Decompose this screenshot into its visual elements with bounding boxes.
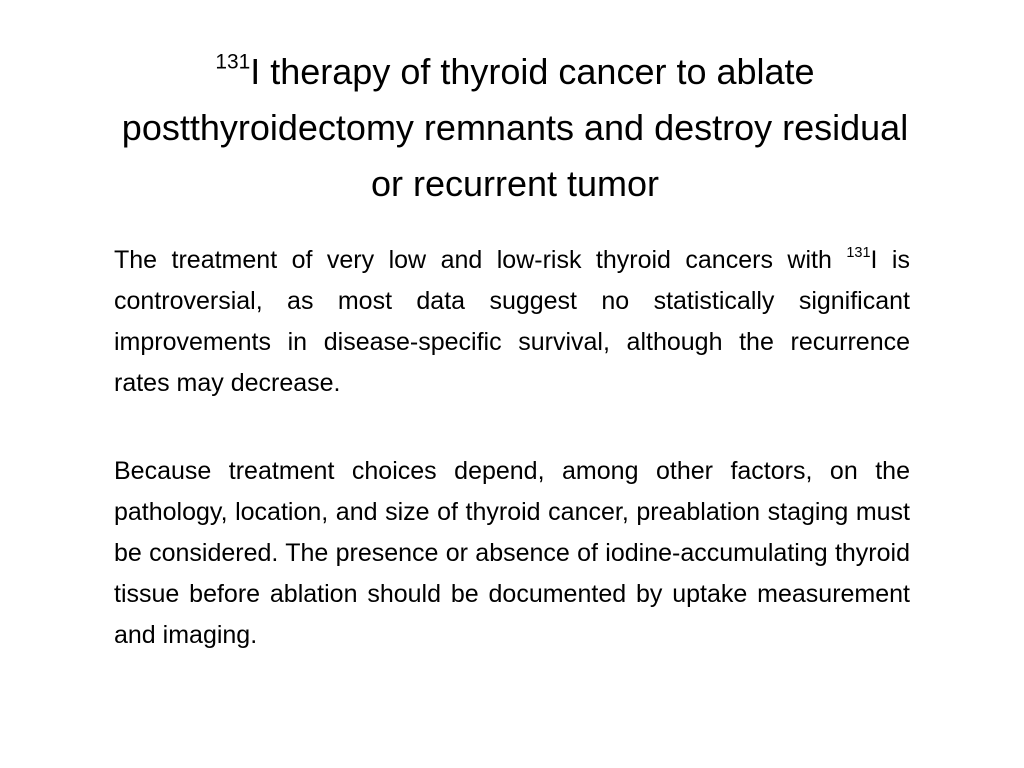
paragraph-preablation-staging: Because treatment choices depend, among other factors, on the pathology, location, and size of thyroid cancer, preablation staging must be considered. The presence or absence of iodine-accumulating thyroid tissue before ablation should be documented by uptake measurement and imaging. xyxy=(114,457,910,649)
paragraph-1-text-after-superscript: I is controversial, as most data suggest no statistically significant improvements in disease-specific survival, although the recurrence rates may decrease. xyxy=(114,246,910,397)
slide-content xyxy=(114,240,910,656)
paragraph-treatment-controversy xyxy=(114,240,910,404)
slide-title xyxy=(120,44,910,212)
title-isotope-superscript: 131 xyxy=(215,50,251,74)
title-text: I therapy of thyroid cancer to ablate postthyroidectomy remnants and destroy residual or recurrent tumor xyxy=(121,51,909,204)
paragraph-1-isotope-superscript: 131 xyxy=(846,245,871,262)
paragraph-1-text-before-superscript: The treatment of very low and low-risk thyroid cancers with xyxy=(114,246,847,274)
